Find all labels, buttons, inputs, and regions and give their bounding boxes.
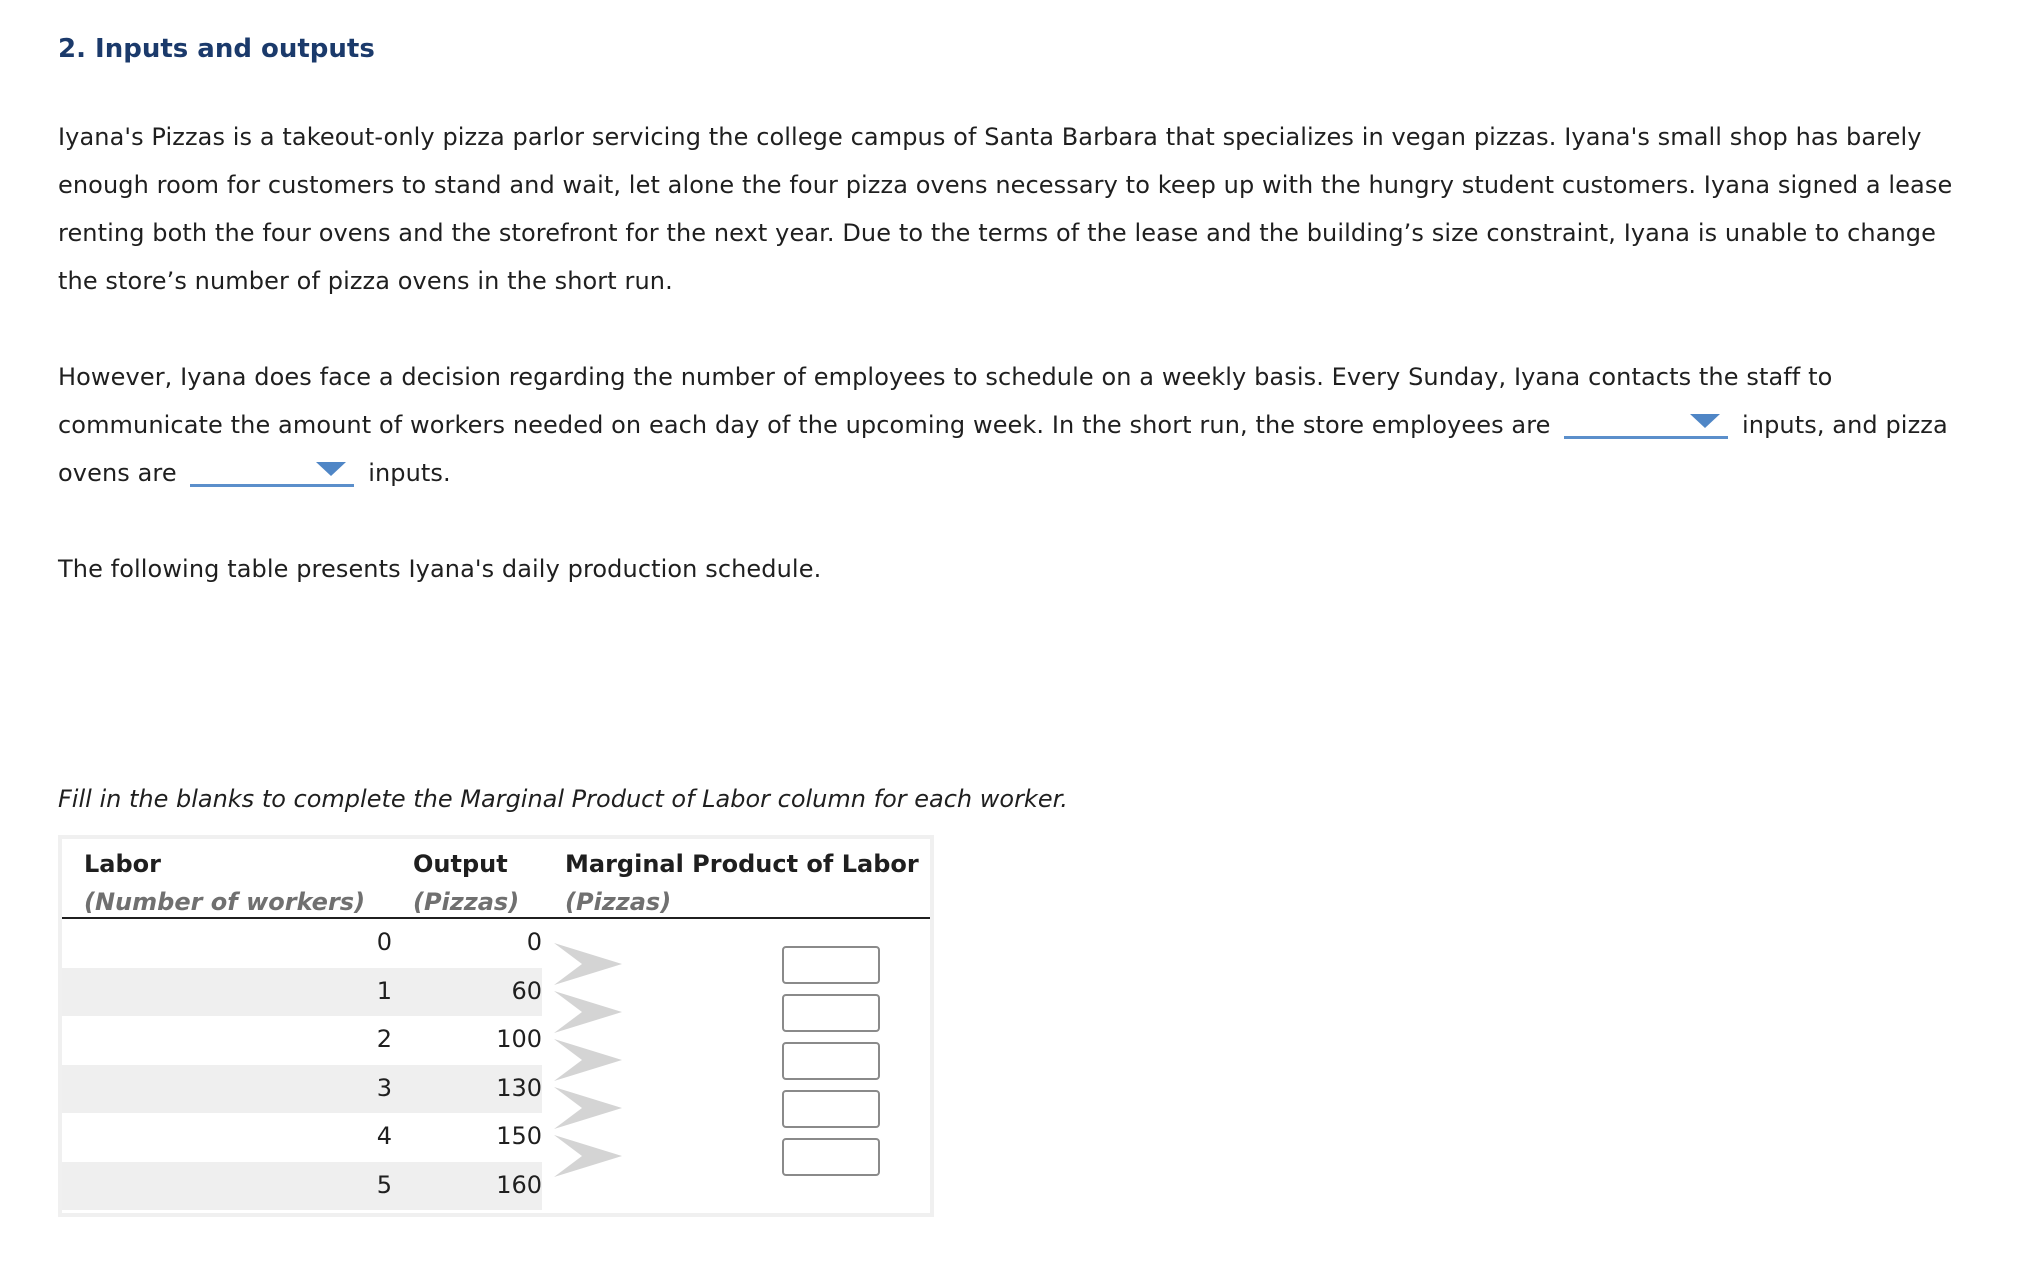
production-schedule-table — [58, 835, 934, 1217]
labor-header-label: Labor — [84, 850, 161, 878]
decision-text-2: inputs, and pizza ovens are — [58, 411, 1948, 487]
question-heading: 2. Inputs and outputs — [58, 34, 375, 64]
table-row — [62, 1113, 542, 1162]
decision-text-1: However, Iyana does face a decision regarding the number of employees to schedule on a weekly basis. Every Sunday, Iyana contacts the staff to communicate the amount of workers needed on each day of the upcoming week. In the short run, the store employees are — [58, 363, 1833, 439]
output-cell: 150 — [496, 1122, 542, 1150]
instruction-text: Fill in the blanks to complete the Marginal Product of Labor column for each worker. — [58, 785, 1068, 813]
output-cell: 0 — [526, 928, 542, 956]
mpl-input-worker-4[interactable] — [782, 1090, 880, 1128]
mpl-column — [542, 919, 930, 1213]
chevron-right-icon — [554, 1135, 622, 1177]
mpl-input-worker-5[interactable] — [782, 1138, 880, 1176]
output-cell: 160 — [496, 1170, 542, 1199]
chevron-right-icon — [554, 1039, 622, 1081]
mpl-input-worker-3[interactable] — [782, 1042, 880, 1080]
mpl-column-header — [565, 845, 919, 921]
mpl-input-worker-2[interactable] — [782, 994, 880, 1032]
chevron-right-icon — [554, 991, 622, 1033]
labor-header-unit: (Number of workers) — [84, 888, 366, 916]
ovens-input-type-dropdown[interactable] — [190, 454, 354, 487]
chevron-down-icon — [1690, 414, 1720, 428]
decision-paragraph — [58, 353, 1958, 497]
labor-cell: 4 — [376, 1122, 392, 1150]
table-body — [62, 919, 542, 1210]
employees-input-type-dropdown[interactable] — [1564, 406, 1728, 439]
output-header-label: Output — [413, 850, 508, 878]
output-cell: 100 — [496, 1025, 542, 1053]
mpl-header-label: Marginal Product of Labor — [565, 850, 919, 878]
output-column-header — [413, 845, 519, 921]
table-row — [62, 1162, 542, 1211]
output-cell: 130 — [496, 1073, 542, 1102]
table-row — [62, 1065, 542, 1114]
labor-column-header — [84, 845, 365, 921]
labor-cell: 1 — [376, 976, 392, 1005]
decision-text-3: inputs. — [368, 459, 451, 487]
table-row — [62, 1016, 542, 1065]
labor-cell: 0 — [376, 928, 392, 956]
output-header-unit: (Pizzas) — [413, 888, 520, 916]
question-page — [58, 30, 1958, 823]
table-row — [62, 919, 542, 968]
labor-cell: 2 — [376, 1025, 392, 1053]
chevron-down-icon — [316, 462, 346, 476]
labor-cell: 5 — [376, 1170, 392, 1199]
intro-paragraph: Iyana's Pizzas is a takeout-only pizza parlor servicing the college campus of Santa Barbara that specializes in vegan pizzas. Iyana's small shop has barely enough room for customers to stand and wait, let alone the four pizza ovens necessary to keep up with the hungry student customers. Iyana signed a lease renting both the four ovens and the storefront for the next year. Due to the terms of the lease and the building’s size constraint, Iyana is unable to change the store’s number of pizza ovens in the short run. — [58, 123, 1953, 295]
table-row — [62, 968, 542, 1017]
labor-cell: 3 — [376, 1073, 392, 1102]
table-intro-paragraph: The following table presents Iyana's daily production schedule. — [58, 555, 822, 583]
mpl-input-worker-1[interactable] — [782, 946, 880, 984]
table-header — [62, 839, 930, 919]
output-cell: 60 — [511, 976, 542, 1005]
chevron-right-icon — [554, 943, 622, 985]
mpl-header-unit: (Pizzas) — [565, 888, 672, 916]
chevron-right-icon — [554, 1087, 622, 1129]
